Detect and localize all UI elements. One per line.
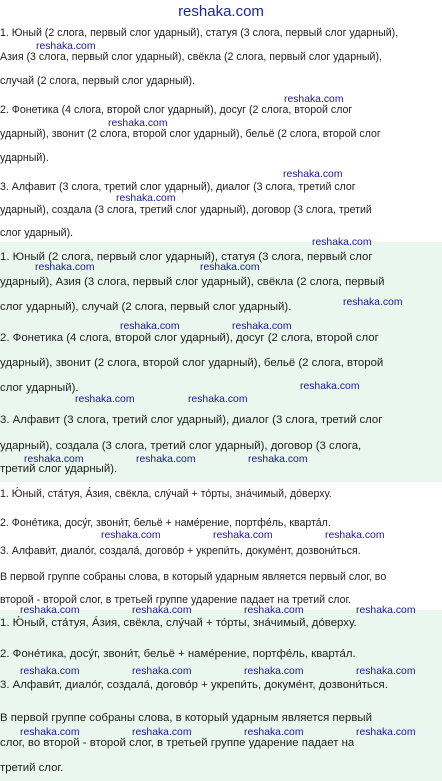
watermark: reshaka.com (356, 727, 416, 738)
watermark: reshaka.com (75, 394, 135, 405)
text-line: 1. Ю́ный, ста́туя, А́зия, свёкла, слу́чай + то́рты, зна́чимый, до́верху. (0, 617, 357, 629)
watermark: reshaka.com (20, 666, 80, 677)
text-line: 2. Фоне́тика, досу́г, звони́т, бельё + наме́рение, портфе́ль, кварта́л. (0, 648, 356, 660)
text-line: 2. Фоне́тика, досу́г, звони́т, бельё + наме́рение, портфе́ль, кварта́л. (0, 517, 331, 529)
watermark: reshaka.com (132, 605, 192, 616)
text-line: 3. Алфавит (3 слога, третий слог ударный), диалог (3 слога, третий слог (0, 414, 383, 426)
watermark: reshaka.com (356, 605, 416, 616)
text-line: 3. Алфави́т, диало́г, создала́, догово́р + укрепи́ть, докуме́нт, дозвони́ться. (0, 679, 388, 691)
text-line: слог ударный). (0, 382, 79, 394)
text-line: 1. Юный (2 слога, первый слог ударный), статуя (3 слога, первый слог (0, 251, 373, 263)
watermark: reshaka.com (116, 193, 176, 204)
text-line: В первой группе собраны слова, в который ударным является первый (0, 712, 372, 724)
watermark: reshaka.com (284, 94, 344, 105)
text-line: ударный). (0, 152, 49, 164)
watermark: reshaka.com (343, 297, 403, 308)
answer-section-4 (0, 610, 442, 781)
text-line: 1. Ю́ный, ста́туя, А́зия, свёкла, слу́чай + то́рты, зна́чимый, до́верху. (0, 488, 332, 500)
text-line: слог, во второй - второй слог, в третьей группе ударение падает на (0, 737, 355, 749)
text-line: ударный), Азия (3 слога, первый слог ударный), свёкла (2 слога, первый (0, 276, 385, 288)
text-line: 2. Фонетика (4 слога, второй слог ударный), досуг (2 слога, второй слог (0, 332, 379, 344)
watermark: reshaka.com (108, 118, 168, 129)
watermark: reshaka.com (325, 530, 385, 541)
text-line: 1. Юный (2 слога, первый слог ударный), статуя (3 слога, первый слог ударный), (0, 27, 399, 39)
text-line: слог ударный). (0, 227, 74, 239)
watermark: reshaka.com (20, 727, 80, 738)
text-line: 3. Алфавит (3 слога, третий слог ударный), диалог (3 слога, третий слог (0, 181, 356, 193)
watermark: reshaka.com (35, 262, 95, 273)
watermark: reshaka.com (244, 605, 304, 616)
watermark: reshaka.com (300, 381, 360, 392)
watermark: reshaka.com (136, 454, 196, 465)
text-line: третий слог. (0, 762, 64, 774)
watermark: reshaka.com (200, 262, 260, 273)
text-line: второй - второй слог, в третьей группе ударение падает на третий слог. (0, 594, 352, 606)
answer-section-3 (0, 482, 442, 610)
watermark: reshaka.com (356, 666, 416, 677)
text-line: 2. Фонетика (4 слога, второй слог ударный), досуг (2 слога, второй слог (0, 104, 353, 116)
text-line: ударный), создала (3 слога, третий слог ударный), договор (3 слога, (0, 440, 362, 452)
text-line: ударный), звонит (2 слога, второй слог ударный), бельё (2 слога, второй (0, 357, 384, 369)
text-line: ударный), создала (3 слога, третий слог ударный), договор (3 слога, третий (0, 204, 372, 216)
text-line: слог ударный), случай (2 слога, первый слог ударный). (0, 301, 292, 313)
watermark: reshaka.com (24, 454, 84, 465)
watermark: reshaka.com (36, 41, 96, 52)
text-line: ударный), звонит (2 слога, второй слог ударный), бельё (2 слога, второй слог (0, 128, 381, 140)
watermark: reshaka.com (101, 530, 161, 541)
watermark: reshaka.com (188, 394, 248, 405)
watermark: reshaka.com (283, 169, 343, 180)
watermark: reshaka.com (232, 321, 292, 332)
answer-section-2 (0, 242, 442, 482)
text-line: 3. Алфави́т, диало́г, создала́, догово́р + укрепи́ть, докуме́нт, дозвони́ться. (0, 545, 361, 557)
watermark: reshaka.com (248, 454, 308, 465)
watermark: reshaka.com (244, 727, 304, 738)
text-line: Азия (3 слога, первый слог ударный), свёкла (2 слога, первый слог ударный), (0, 51, 382, 63)
watermark: reshaka.com (244, 666, 304, 677)
watermark: reshaka.com (312, 237, 372, 248)
answer-section-1 (0, 24, 442, 242)
text-line: случай (2 слога, первый слог ударный). (0, 75, 195, 87)
site-title[interactable]: reshaka.com (178, 3, 264, 20)
watermark: reshaka.com (20, 605, 80, 616)
text-line: В первой группе собраны слова, в который ударным является первый слог, во (0, 571, 387, 583)
watermark: reshaka.com (132, 727, 192, 738)
watermark: reshaka.com (213, 530, 273, 541)
watermark: reshaka.com (120, 321, 180, 332)
text-line: третий слог ударный). (0, 463, 118, 475)
watermark: reshaka.com (132, 666, 192, 677)
